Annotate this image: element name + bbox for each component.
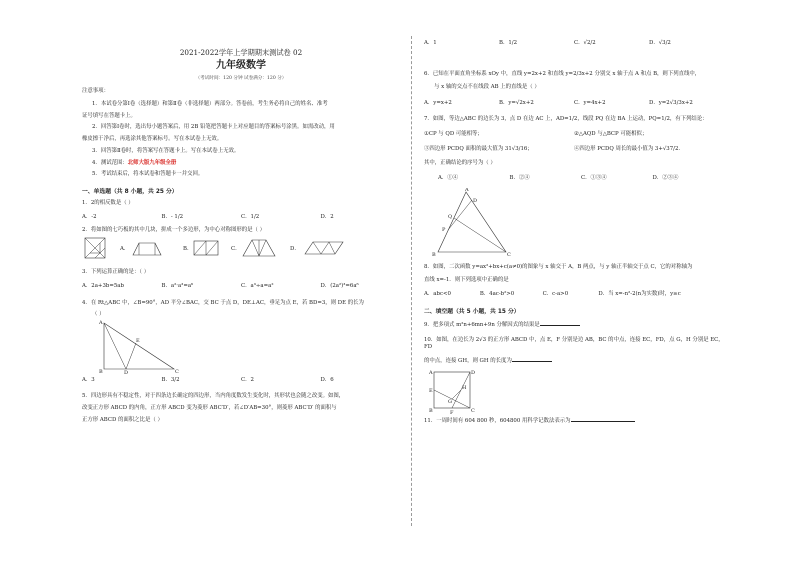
- q7-option-c: C．①③④: [581, 175, 607, 181]
- q4-label-c: C: [175, 368, 179, 375]
- q7-statement-2: ②△AQD 与△BCP 可能相似；: [574, 130, 648, 137]
- q4-label-d: D: [124, 369, 129, 375]
- q7-label-b: B: [432, 251, 436, 258]
- question-5-options: [424, 40, 724, 47]
- question-4b: （ ）: [92, 310, 105, 317]
- q10-answer-blank: [512, 357, 552, 362]
- left-column: [82, 38, 400, 424]
- notes-block: [82, 88, 400, 178]
- q4-label-e: E: [136, 337, 140, 344]
- q8-option-b: B．4ac-b²>0: [479, 291, 515, 298]
- q7-statements-row2: [424, 146, 724, 153]
- q5-option-c: C．√2/2: [574, 40, 596, 46]
- q4-option-a: A．3: [82, 376, 95, 383]
- q4-label-b: B: [99, 368, 103, 375]
- q7-statement-4: ④四边形 PCDQ 周长的最小值为 3+√37/2．: [574, 145, 684, 152]
- question-7a: 7．如图，等边△ABC 的边长为 3，点 D 在边 AC 上，AD=1/2，线段 PQ 在边 BA 上运动，PQ=1/2，有下列结论：: [424, 116, 708, 122]
- q7-option-d: D．②③④: [652, 175, 679, 181]
- q10-label-g: G: [448, 399, 452, 406]
- note-3: 3．回答第Ⅱ卷时，将答案写在答题卡上。写在本试卷上无效。: [92, 147, 240, 154]
- q4-triangle-figure: [98, 319, 182, 375]
- column-divider: [411, 36, 412, 526]
- note-5: 5．考试结束后，将本试卷和答题卡一并交回。: [92, 171, 204, 178]
- q10-label-f: F: [450, 410, 454, 415]
- q7-statement-3: ③四边形 PCDQ 面积的最大值为 31√3/16；: [424, 145, 533, 152]
- note-4-prefix: 4．测试范围：: [92, 159, 128, 166]
- q2-option-d: D．: [290, 245, 300, 252]
- question-7b: 其中，正确结论的序号为（ ）: [424, 160, 496, 167]
- q9-answer-blank: [540, 321, 580, 326]
- note-1a: 1．本试卷分第Ⅰ卷（选择题）和第Ⅱ卷（非选择题）两部分。答卷前，考生务必将自己的姓名、准考: [92, 100, 328, 107]
- exam-info: （考试时间：120 分钟 试卷满分：120 分）: [195, 75, 287, 81]
- q4-option-d: D．6: [320, 376, 334, 383]
- question-10a: 10．如图，在边长为 2√3 的正方形 ABCD 中，点 E，F 分别是边 AB，BC 的中点，连接 EC，FD，点 G，H 分别是 EC，FD: [424, 336, 724, 350]
- q7-option-a: A．①④: [438, 175, 459, 181]
- question-2: 2．将如图的七巧板的其中几块，拼成一个多边形，为中心对称图形的是（ ）: [82, 226, 266, 233]
- q10-label-a: A: [429, 370, 433, 377]
- q7-triangle-figure: [430, 188, 514, 258]
- question-3-options: [82, 283, 400, 290]
- question-5a: 5．四边形具有不稳定性，对于四条边长确定的四边形，当内角度数发生变化时，其形状也会随之改变。如图，: [82, 393, 345, 400]
- section-1: [82, 189, 400, 423]
- q3-option-b: B．a²·a³=a⁶: [161, 283, 194, 290]
- q2-option-b: B．: [183, 245, 193, 252]
- q3-option-d: D．(2a²)³=6a⁶: [320, 283, 359, 290]
- question-4-options: [82, 377, 400, 384]
- q8-option-c: C．c-a>0: [542, 291, 569, 298]
- q7-label-a: A: [465, 187, 469, 193]
- q5-option-a: A．1: [424, 40, 437, 46]
- q2-figure-a: [132, 242, 162, 256]
- question-8b: 直线 x=-1．则下列选项中正确的是: [424, 276, 509, 283]
- notes-heading: 注意事项：: [82, 88, 109, 95]
- question-8-options: [424, 291, 724, 298]
- question-6a: 6．已知在平面直角坐标系 xOy 中，直线 y=2x+2 和直线 y=2/3x+2 分别交 x 轴于点 A 和点 B，则下列直线中，: [424, 70, 701, 77]
- q11-answer-blank: [571, 417, 635, 422]
- q1-option-a: A．-2: [82, 214, 97, 221]
- note-1b: 证号填写在答题卡上。: [82, 112, 136, 119]
- question-2-figures: [82, 237, 400, 267]
- q10-label-h: H: [462, 385, 467, 392]
- note-2a: 2．回答第Ⅰ卷时，选出每小题答案后，用 2B 铅笔把答题卡上对应题目的答案标号涂黑。如需改动，用: [92, 124, 335, 131]
- question-10b: [424, 357, 724, 365]
- question-9-text: 9．把多项式 m²n+6mn+9n 分解因式的结果是: [424, 322, 540, 329]
- note-2b: 橡皮擦干净后，再选涂其他答案标号。写在本试卷上无效。: [82, 136, 223, 143]
- note-4: [82, 160, 400, 167]
- question-6b: 与 x 轴的交点不在线段 AB 上的直线是（ ）: [434, 83, 540, 90]
- q3-option-a: A．2a+3b=5ab: [82, 283, 124, 290]
- question-11-text: 11．一周时间有 604 800 秒，604800 用科学记数法表示为: [424, 418, 571, 425]
- q5-option-b: B．1/2: [499, 40, 518, 46]
- right-column: [424, 40, 724, 425]
- q7-option-b: B．②④: [509, 175, 530, 181]
- q7-label-c: C: [507, 251, 511, 258]
- q5-option-d: D．√3/2: [649, 40, 671, 46]
- question-8a: 8．如图，二次函数 y=ax²+bx+c(a≠0)的图象与 x 轴交于 A，B 两点，与 y 轴正半轴交于点 C，它的对称轴为: [424, 263, 693, 270]
- q1-option-b: B．- 1/2: [161, 214, 184, 221]
- q1-option-d: D．2: [320, 214, 334, 221]
- q3-option-c: C．a³÷a=a²: [241, 283, 274, 290]
- q1-option-c: C．1/2: [241, 214, 260, 221]
- question-11: [424, 417, 724, 425]
- q7-label-d: D: [473, 197, 478, 204]
- q10-square-figure: [428, 368, 476, 414]
- q7-statements-row1: [424, 131, 724, 138]
- question-5b: 改变正方形 ABCD 的内角，正方形 ABCD 变为菱形 ABC′D′，若∠D′AB=30°，则菱形 ABC′D′ 的面积与: [82, 405, 337, 412]
- question-9: [424, 321, 724, 329]
- question-6-options: [424, 100, 724, 107]
- exam-title: 2021-2022学年上学期期末测试卷 02: [179, 48, 303, 57]
- q2-figure-b: [193, 240, 219, 256]
- q2-figure-c: [242, 239, 276, 257]
- tangram-figure: [84, 237, 106, 259]
- question-7-options: [424, 175, 724, 182]
- section-2-heading: 二、填空题（共 5 小题，共 15 分）: [424, 309, 520, 315]
- q10-label-c: C: [471, 408, 475, 415]
- q8-option-d: D．当 x=-n²-2(n为实数)时，y≥c: [598, 291, 681, 298]
- q6-option-c: C．y=4x+2: [574, 100, 606, 107]
- q10-label-d: D: [471, 370, 476, 377]
- q6-option-a: A．y=x+2: [424, 100, 452, 107]
- question-5c: 正方形 ABCD 的面积之比是（ ）: [82, 416, 163, 423]
- q10-label-e: E: [429, 388, 433, 395]
- q6-option-b: B．y=√2x+2: [499, 100, 534, 107]
- q2-figure-d: [304, 241, 344, 255]
- exam-subtitle: 九年级数学: [216, 60, 266, 71]
- question-10b-text: 的中点，连接 GH，则 GH 的长度为: [424, 358, 512, 365]
- question-1-options: [82, 214, 400, 221]
- q4-option-c: C．2: [241, 376, 254, 383]
- question-3: 3．下列运算正确的是：（ ）: [82, 268, 150, 275]
- section-1-heading: 一、单选题（共 8 小题，共 25 分）: [82, 189, 178, 196]
- q8-option-a: A．abc<0: [424, 291, 451, 298]
- q10-label-b: B: [429, 408, 433, 415]
- q6-option-d: D．y=2√3/3x+2: [649, 100, 693, 107]
- q7-statement-1: ①CP 与 QD 可能相等；: [424, 130, 483, 137]
- q2-option-c: C．: [231, 245, 241, 252]
- question-1: 1．2的相反数是（ ）: [82, 200, 134, 207]
- q7-label-q: Q: [448, 213, 453, 220]
- q7-label-p: P: [442, 226, 446, 233]
- q2-option-a: A．: [120, 245, 130, 252]
- note-4-scope: 北师大版九年级全册: [127, 159, 177, 166]
- q4-label-a: A: [99, 319, 103, 326]
- question-4a: 4．在 Rt△ABC 中，∠B=90°，AD 平分∠BAC，交 BC 于点 D，DE⊥AC，垂足为点 E，若 BD=3，则 DE 的长为: [82, 300, 364, 307]
- q4-option-b: B．3/2: [161, 376, 180, 383]
